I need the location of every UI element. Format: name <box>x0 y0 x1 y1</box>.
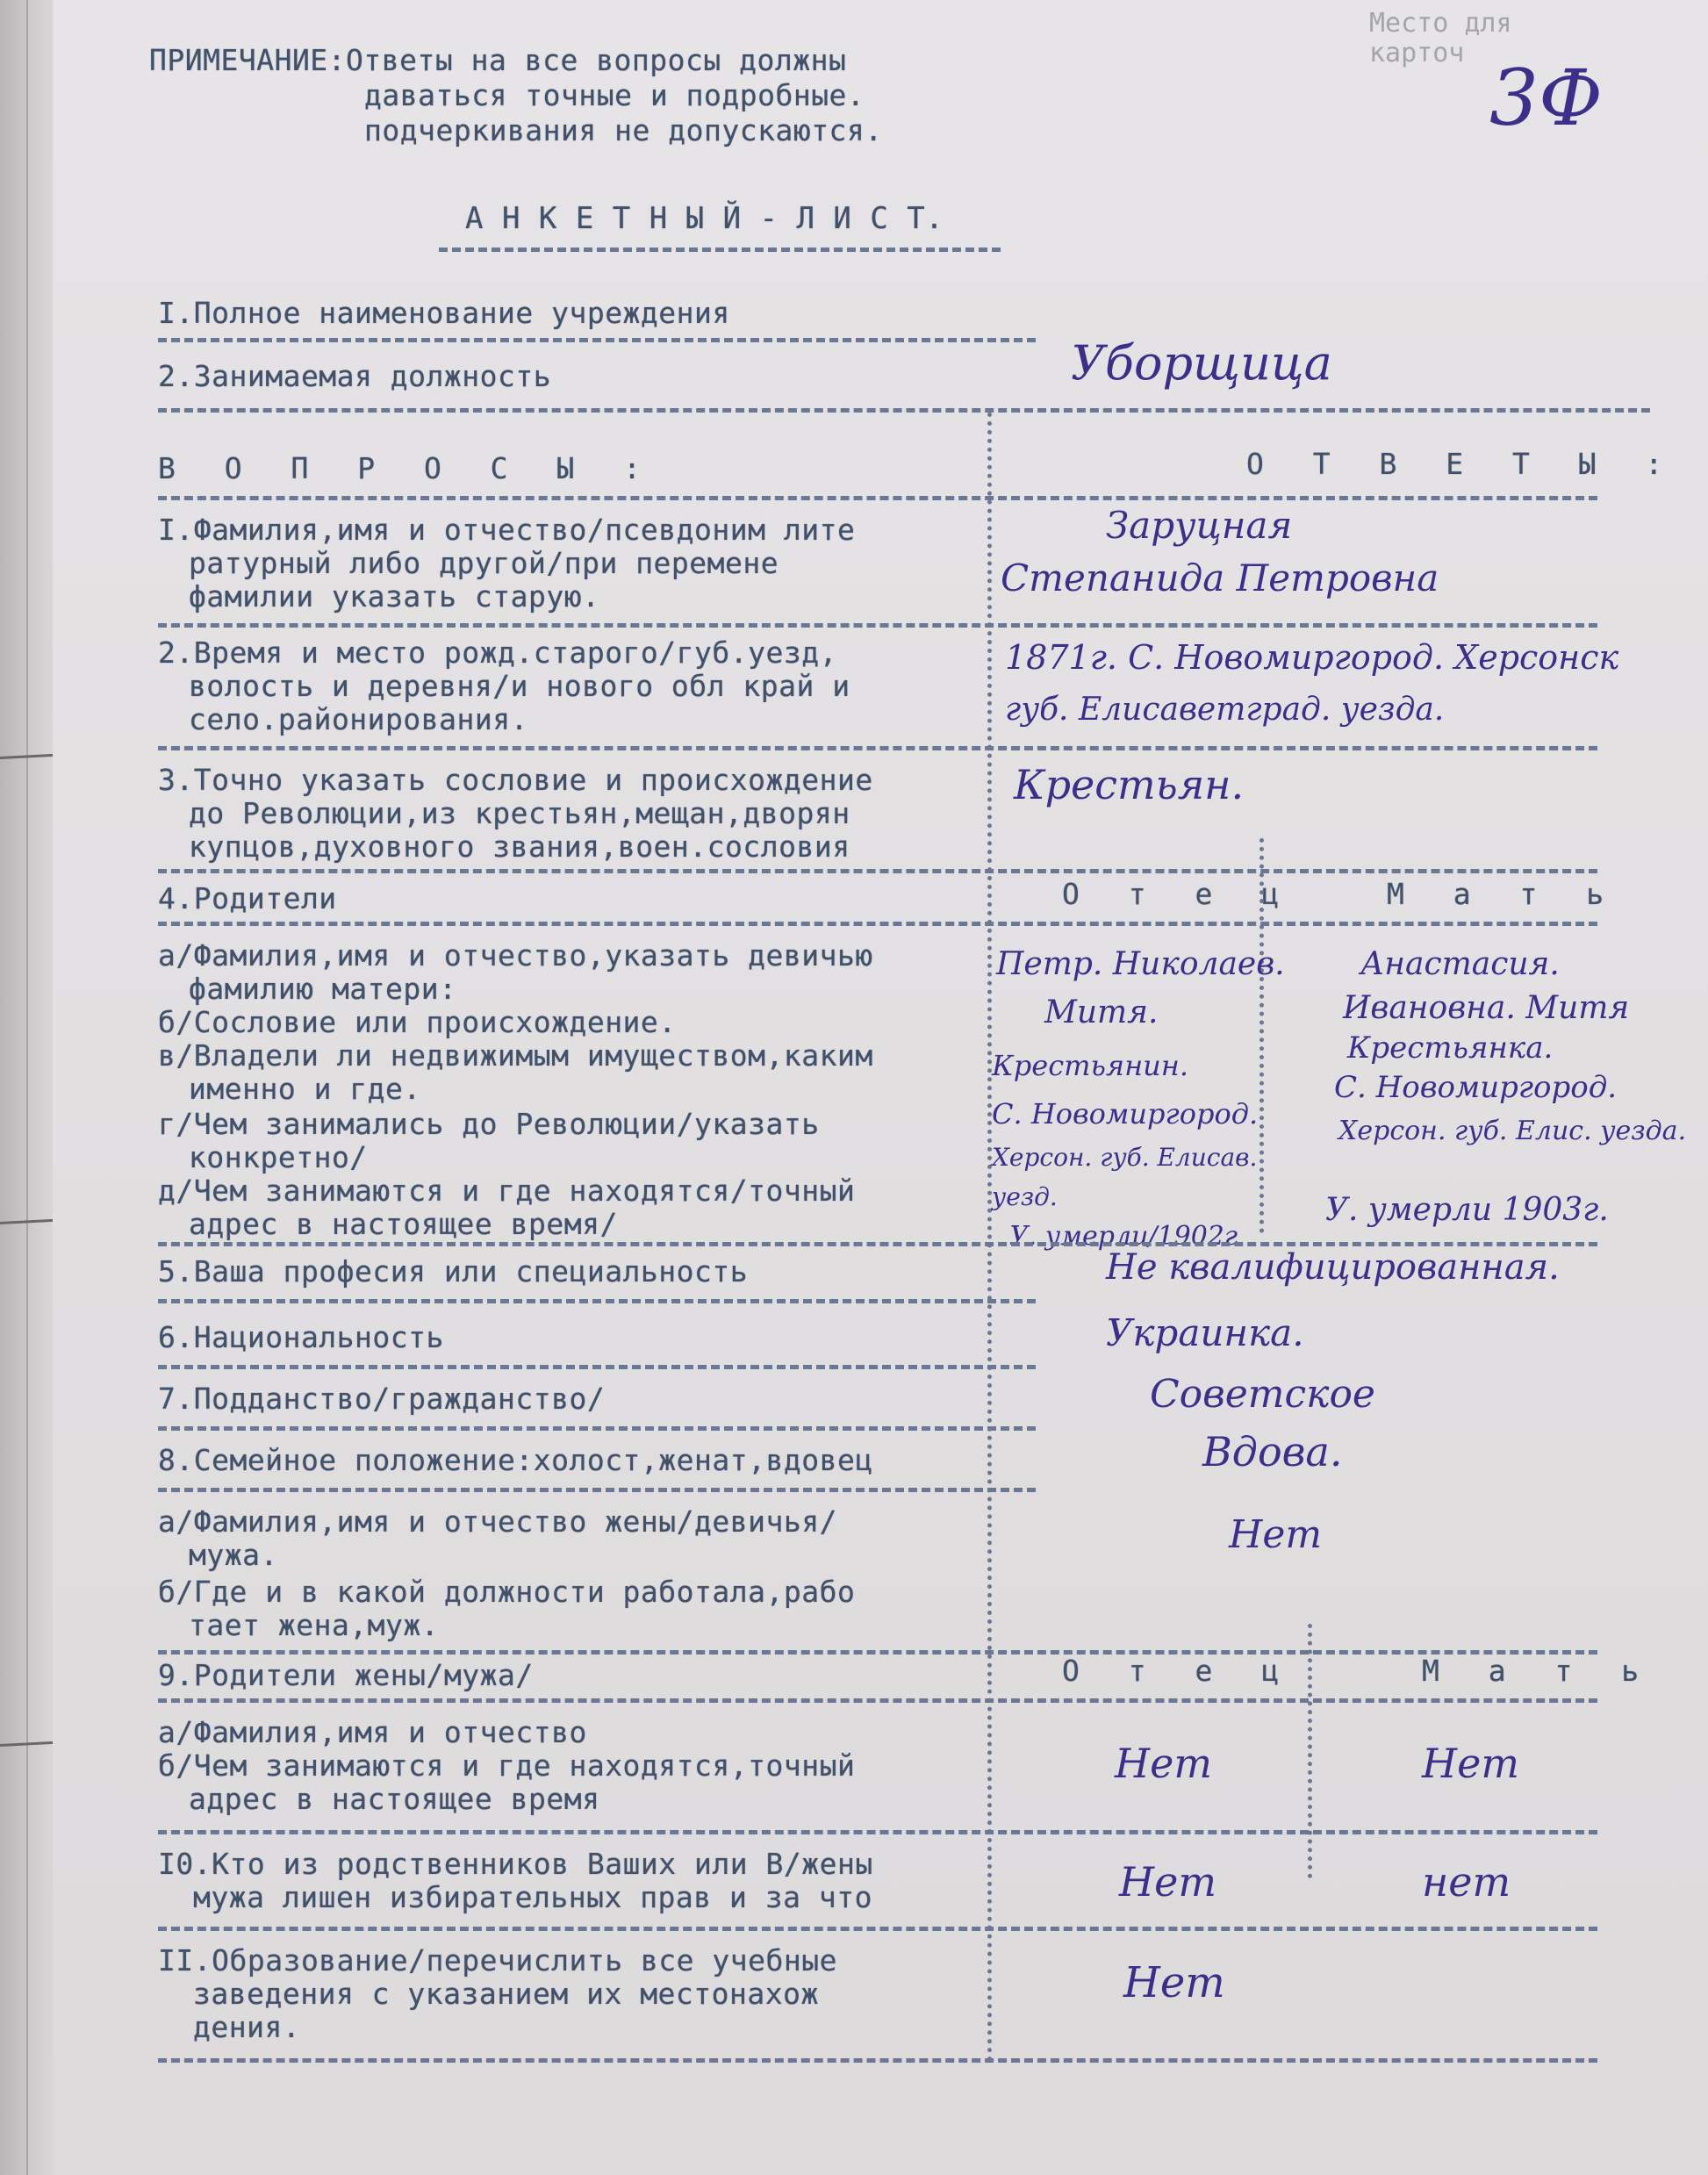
institution-label: І.Полное наименование учреждения <box>158 296 730 330</box>
parents-item-a: фамилию матери: <box>189 972 457 1006</box>
parents-item-a: а/Фамилия,имя и отчество,указать девичью <box>158 938 873 973</box>
divider <box>158 1365 1036 1369</box>
divider <box>158 1830 1597 1834</box>
question-1-line: І.Фамилия,имя и отчество/псевдоним лите <box>158 513 856 547</box>
question-3-line: купцов,духовного звания,воен.сословия <box>189 829 850 864</box>
spouse-answer: Нет <box>1229 1512 1323 1557</box>
note-line: даваться точные и подробные. <box>364 78 865 112</box>
answer-2-line: 1871г. С. Новомиргород. Херсонск <box>1005 638 1619 677</box>
divider <box>158 746 1597 750</box>
spouse-parents-item-b: адрес в настоящее время <box>189 1782 600 1816</box>
divider <box>158 496 1597 500</box>
binding-strip <box>0 0 53 2175</box>
father-answer-line: Митя. <box>1044 994 1159 1030</box>
father-answer-line: Петр. Николаев. <box>996 946 1285 982</box>
spouse-parents-divider <box>1308 1624 1312 1878</box>
parents-label: 4.Родители <box>158 881 337 915</box>
questions-header: В О П Р О С Ы : <box>158 451 657 485</box>
answer-1-line: Заруцная <box>1106 504 1293 547</box>
mother-answer-line: С. Новомиргород. <box>1334 1070 1618 1105</box>
questionnaire-sheet <box>53 0 1708 2175</box>
mother-answer-line: Крестьянка. <box>1347 1030 1554 1066</box>
question-2-line: 2.Время и место рожд.старого/губ.уезд, <box>158 635 837 670</box>
citizenship-label: 7.Подданство/гражданство/ <box>158 1382 606 1416</box>
parents-item-d: г/Чем занимались до Революции/указать <box>158 1107 820 1141</box>
divider <box>158 1488 1036 1492</box>
spouse-item-a: а/Фамилия,имя и отчество жены/девичья/ <box>158 1504 837 1539</box>
father-answer-line: Крестьянин. <box>992 1049 1188 1082</box>
spouse-father-answer: Нет <box>1115 1740 1212 1787</box>
father-answer-line: У. умерли/1902г <box>1009 1221 1238 1252</box>
marital-status-label: 8.Семейное положение:холост,женат,вдовец <box>158 1443 873 1477</box>
spouse-parents-item-b: б/Чем занимаются и где находятся,точный <box>158 1748 856 1783</box>
question-11-answer: Нет <box>1123 1958 1225 2007</box>
mother-answer-line: Херсон. губ. Елис. уезда. <box>1338 1116 1687 1146</box>
divider <box>158 922 1597 926</box>
divider <box>158 2058 1597 2063</box>
question-2-line: село.районирования. <box>189 702 528 736</box>
spouse-mother-header: М а т ь <box>1422 1654 1655 1688</box>
form-title: А Н К Е Т Н Ы Й - Л И С Т. <box>465 201 944 236</box>
question-10-line: І0.Кто из родственников Ваших или В/жены <box>158 1847 873 1881</box>
question-11-line: ІІ.Образование/перечислить все учебные <box>158 1943 837 1978</box>
divider <box>158 408 1650 413</box>
question-2-line: волость и деревня/и нового обл край и <box>189 669 850 703</box>
parents-item-c: в/Владели ли недвижимым имуществом,каким <box>158 1038 873 1073</box>
marital-status-answer: Вдова. <box>1202 1428 1343 1475</box>
spouse-parents-label: 9.Родители жены/мужа/ <box>158 1658 534 1692</box>
divider <box>158 1426 1036 1431</box>
parents-item-b: б/Сословие или происхождение. <box>158 1005 677 1039</box>
question-10-answer-right: нет <box>1422 1858 1511 1906</box>
mother-answer-line: У. умерли 1903г. <box>1325 1192 1609 1228</box>
question-10-line: мужа лишен избирательных прав и за что <box>193 1880 872 1914</box>
question-3-line: до Революции,из крестьян,мещан,дворян <box>189 796 850 830</box>
question-11-line: заведения с указанием их местонахож <box>193 1977 819 2011</box>
question-11-line: дения. <box>193 2010 301 2044</box>
divider <box>158 1927 1597 1931</box>
answer-2-line: губ. Елисаветград. уезда. <box>1005 692 1445 728</box>
parents-item-e: д/Чем занимаются и где находятся/точный <box>158 1174 856 1208</box>
spouse-parents-item-a: а/Фамилия,имя и отчество <box>158 1715 587 1749</box>
parents-item-d: конкретно/ <box>189 1140 368 1174</box>
divider <box>158 1650 1597 1655</box>
father-answer-line: Херсон. губ. Елисав. <box>992 1143 1258 1172</box>
position-answer: Уборщица <box>1071 335 1332 391</box>
citizenship-answer: Советское <box>1150 1372 1375 1417</box>
mother-header: М а т ь <box>1387 877 1620 911</box>
spouse-item-a: мужа. <box>189 1538 278 1572</box>
spouse-father-header: О т е ц <box>1062 1654 1295 1688</box>
archive-number: 3Ф <box>1489 53 1603 143</box>
parents-divider <box>1259 838 1264 1233</box>
father-header: О т е ц <box>1062 877 1295 911</box>
father-answer-line: уезд. <box>992 1182 1058 1211</box>
divider <box>158 623 1597 628</box>
question-3-line: 3.Точно указать сословие и происхождение <box>158 763 873 797</box>
divider <box>158 1299 1036 1303</box>
note-line: ПРИМЕЧАНИЕ:Ответы на все вопросы должны <box>149 43 847 77</box>
answers-header: О Т В Е Т Ы : <box>1246 447 1679 481</box>
spouse-item-b: тает жена,муж. <box>189 1608 440 1642</box>
nationality-label: 6.Национальность <box>158 1320 444 1354</box>
divider <box>158 869 1597 873</box>
answer-3: Крестьян. <box>1014 761 1245 808</box>
profession-label: 5.Ваша професия или специальность <box>158 1254 749 1288</box>
mother-answer-line: Анастасия. <box>1360 946 1560 982</box>
answer-1-line: Степанида Петровна <box>1001 556 1439 599</box>
nationality-answer: Украинка. <box>1106 1311 1304 1354</box>
father-answer-line: С. Новомиргород. <box>992 1097 1259 1131</box>
spouse-item-b: б/Где и в какой должности работала,рабо <box>158 1575 856 1609</box>
mother-answer-line: Ивановна. Митя <box>1343 990 1630 1026</box>
photo-place-label: Место для карточ <box>1369 8 1512 68</box>
binding-fold <box>26 0 28 2175</box>
note-line: подчеркивания не допускаются. <box>364 113 883 147</box>
divider <box>158 1698 1597 1703</box>
parents-item-c: именно и где. <box>189 1072 421 1106</box>
spouse-mother-answer: Нет <box>1422 1740 1519 1787</box>
question-1-line: ратурный либо другой/при перемене <box>189 546 779 580</box>
profession-answer: Не квалифицированная. <box>1106 1247 1560 1288</box>
parents-item-e: адрес в настоящее время/ <box>189 1207 618 1241</box>
title-underline <box>439 248 1001 252</box>
question-1-line: фамилии указать старую. <box>189 579 600 614</box>
divider <box>158 338 1036 342</box>
question-10-answer: Нет <box>1119 1858 1216 1906</box>
column-divider <box>987 413 992 2063</box>
position-label: 2.Занимаемая должность <box>158 359 552 393</box>
